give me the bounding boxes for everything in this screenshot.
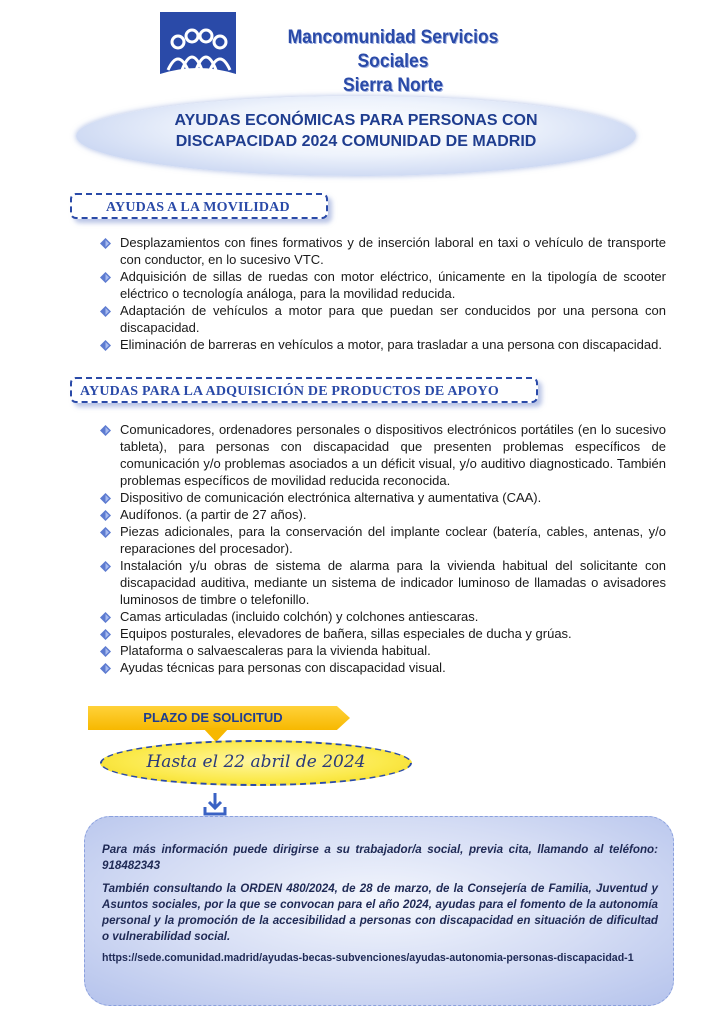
organization-logo bbox=[160, 12, 236, 80]
list-item-text: Plataforma o salvaescaleras para la vivienda habitual. bbox=[120, 643, 431, 658]
section-heading-productos-apoyo: AYUDAS PARA LA ADQUISICIÓN DE PRODUCTOS DE APOYO bbox=[70, 377, 538, 403]
diamond-bullet-icon bbox=[100, 661, 111, 672]
list-item-text: Comunicadores, ordenadores personales o dispositivos electrónicos portátiles (en lo sucesivo tableta), para personas con discapacidad que presenten problemas específicos de comunicación y/o problemas asociados a un déficit visual, y/o auditivo diagnosticado. También problemas específicos de movilidad reducida reconocida. bbox=[120, 422, 666, 488]
list-item bbox=[98, 659, 666, 676]
diamond-bullet-icon bbox=[100, 525, 111, 536]
list-item-text: Ayudas técnicas para personas con discapacidad visual. bbox=[120, 660, 446, 675]
list-item bbox=[98, 625, 666, 642]
diamond-bullet-icon bbox=[100, 627, 111, 638]
download-icon bbox=[202, 791, 228, 817]
list-item bbox=[98, 489, 666, 506]
list-item-text: Audífonos. (a partir de 27 años). bbox=[120, 507, 307, 522]
organization-name-line1: Mancomunidad Servicios Sociales bbox=[287, 27, 499, 72]
list-item-text: Equipos posturales, elevadores de bañera, sillas especiales de ducha y grúas. bbox=[120, 626, 572, 641]
diamond-bullet-icon bbox=[100, 491, 111, 502]
diamond-bullet-icon bbox=[100, 508, 111, 519]
list-item-text: Piezas adicionales, para la conservación del implante coclear (batería, cables, antenas, y/o reparaciones del procesador). bbox=[120, 524, 666, 556]
info-orden-text: También consultando la ORDEN 480/2024, de 28 de marzo, de la Consejería de Familia, Juventud y Asuntos sociales, por la que se convocan para el año 2024, ayudas para el fomento de la autonomía personal y la promoción de la accesibilidad a personas con discapacidad en situación de dificultad o vulnerabilidad social. bbox=[102, 882, 658, 943]
document-title bbox=[76, 110, 636, 152]
diamond-bullet-icon bbox=[100, 559, 111, 570]
list-item bbox=[98, 523, 666, 557]
info-url-link[interactable]: https://sede.comunidad.madrid/ayudas-becas-subvenciones/ayudas-autonomia-personas-discapacidad-1 bbox=[102, 952, 634, 964]
list-item bbox=[98, 234, 666, 268]
document-title-line2: DISCAPACIDAD 2024 COMUNIDAD DE MADRID bbox=[175, 133, 537, 150]
diamond-bullet-icon bbox=[100, 644, 111, 655]
list-item-text: Instalación y/u obras de sistema de alarma para la vivienda habitual del solicitante con discapacidad auditiva, mediante un sistema de indicador luminoso de llamadas o avisadores luminosos de timbre o telefonillo. bbox=[120, 558, 666, 607]
list-item bbox=[98, 336, 666, 353]
list-item-text: Dispositivo de comunicación electrónica alternativa y aumentativa (CAA). bbox=[120, 490, 542, 505]
list-item bbox=[98, 421, 666, 489]
list-item bbox=[98, 557, 666, 608]
organization-name-line2: Sierra Norte bbox=[342, 75, 444, 96]
organization-name bbox=[260, 26, 527, 98]
document-title-line1: AYUDAS ECONÓMICAS PARA PERSONAS CON bbox=[174, 112, 538, 129]
movilidad-list bbox=[98, 234, 666, 353]
list-item bbox=[98, 302, 666, 336]
list-item-text: Adaptación de vehículos a motor para que puedan ser conducidos por una persona con discapacidad. bbox=[120, 303, 666, 335]
deadline-text: Hasta el 22 abril de 2024 bbox=[146, 752, 366, 772]
diamond-bullet-icon bbox=[100, 270, 111, 281]
list-item bbox=[98, 608, 666, 625]
diamond-bullet-icon bbox=[100, 304, 111, 315]
list-item-text: Adquisición de sillas de ruedas con motor eléctrico, únicamente en la tipología de scooter eléctrico o tecnología análoga, para la movilidad reducida. bbox=[120, 269, 666, 301]
plazo-label: PLAZO DE SOLICITUD bbox=[143, 710, 283, 725]
list-item-text: Camas articuladas (incluido colchón) y colchones antiescaras. bbox=[120, 609, 479, 624]
info-contact-text: Para más información puede dirigirse a su trabajador/a social, previa cita, llamando al teléfono: 918482343 bbox=[102, 843, 658, 872]
diamond-bullet-icon bbox=[100, 338, 111, 349]
list-item-text: Desplazamientos con fines formativos y de inserción laboral en taxi o vehículo de transporte con conductor, en lo sucesivo VTC. bbox=[120, 235, 666, 267]
diamond-bullet-icon bbox=[100, 610, 111, 621]
section-heading-movilidad: AYUDAS A LA MOVILIDAD bbox=[70, 193, 328, 219]
list-item bbox=[98, 506, 666, 523]
diamond-bullet-icon bbox=[100, 236, 111, 247]
list-item bbox=[98, 642, 666, 659]
list-item-text: Eliminación de barreras en vehículos a motor, para trasladar a una persona con discapacidad. bbox=[120, 337, 662, 352]
list-item bbox=[98, 268, 666, 302]
diamond-bullet-icon bbox=[100, 423, 111, 434]
productos-apoyo-list bbox=[98, 421, 666, 676]
